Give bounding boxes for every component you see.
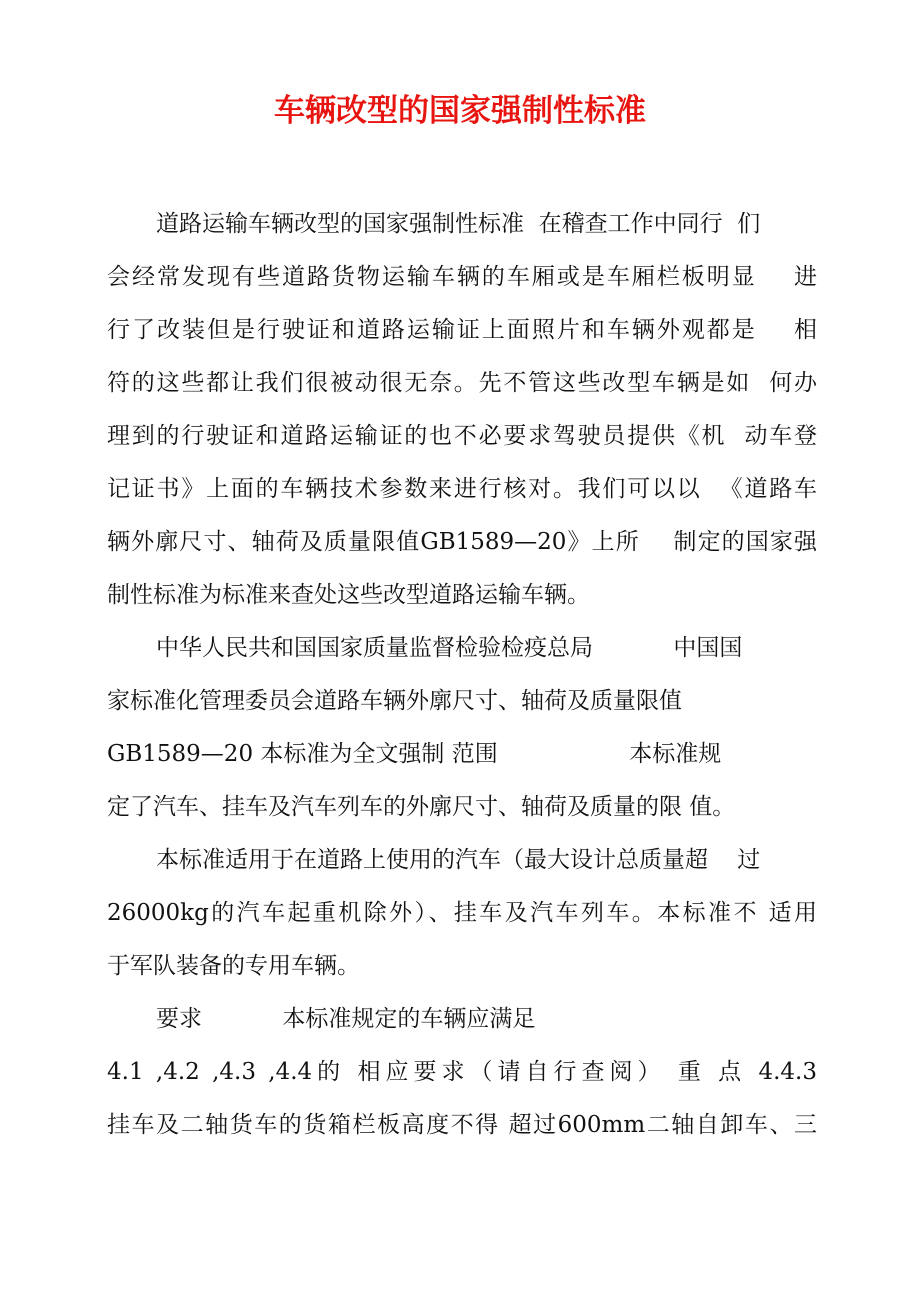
paragraph-3-line-2: 26000kg的汽车起重机除外）、挂车及汽车列车。本标准不 适用 bbox=[107, 900, 817, 926]
paragraph-1-line-7: 辆外廓尺寸、轴荷及质量限值GB1589—20》上所 制定的国家强 bbox=[107, 529, 817, 555]
paragraph-1-line-3: 行了改装但是行驶证和道路运输证上面照片和车辆外观都是 相 bbox=[107, 317, 817, 343]
paragraph-1-line-6: 记证书》上面的车辆技术参数来进行核对。我们可以以 《道路车 bbox=[107, 476, 817, 502]
paragraph-2-line-1: 中华人民共和国国家质量监督检验检疫总局 中国国 bbox=[156, 635, 743, 661]
paragraph-2-line-3: GB1589—20 本标准为全文强制 范围 本标准规 bbox=[107, 741, 722, 767]
paragraph-4-line-2: 4.1 ,4.2 ,4.3 ,4.4的 相应要求（请自行查阅） 重 点 4.4.3 bbox=[107, 1059, 817, 1085]
paragraph-1-line-2: 会经常发现有些道路货物运输车辆的车厢或是车厢栏板明显 进 bbox=[107, 264, 817, 290]
paragraph-4-line-1: 要求 本标准规定的车辆应满足 bbox=[156, 1006, 536, 1032]
paragraph-4-line-3: 挂车及二轴货车的货箱栏板高度不得 超过600mm二轴自卸车、三 bbox=[107, 1112, 817, 1138]
paragraph-3-line-3: 于军队装备的专用车辆。 bbox=[107, 953, 360, 979]
paragraph-2-line-4: 定了汽车、挂车及汽车列车的外廓尺寸、轴荷及质量的限 值。 bbox=[107, 794, 736, 820]
paragraph-1-line-4: 符的这些都让我们很被动很无奈。先不管这些改型车辆是如 何办 bbox=[107, 370, 817, 396]
paragraph-1-line-1: 道路运输车辆改型的国家强制性标准 在稽查工作中同行 们 bbox=[156, 211, 761, 237]
paragraph-1-line-8: 制性标准为标准来查处这些改型道路运输车辆。 bbox=[107, 582, 590, 608]
document-title: 车辆改型的国家强制性标准 bbox=[274, 93, 646, 129]
paragraph-3-line-1: 本标准适用于在道路上使用的汽车（最大设计总质量超 过 bbox=[156, 847, 761, 873]
paragraph-1-line-5: 理到的行驶证和道路运输证的也不必要求驾驶员提供《机 动车登 bbox=[107, 423, 817, 449]
paragraph-2-line-2: 家标准化管理委员会道路车辆外廓尺寸、轴荷及质量限值 bbox=[107, 688, 682, 714]
